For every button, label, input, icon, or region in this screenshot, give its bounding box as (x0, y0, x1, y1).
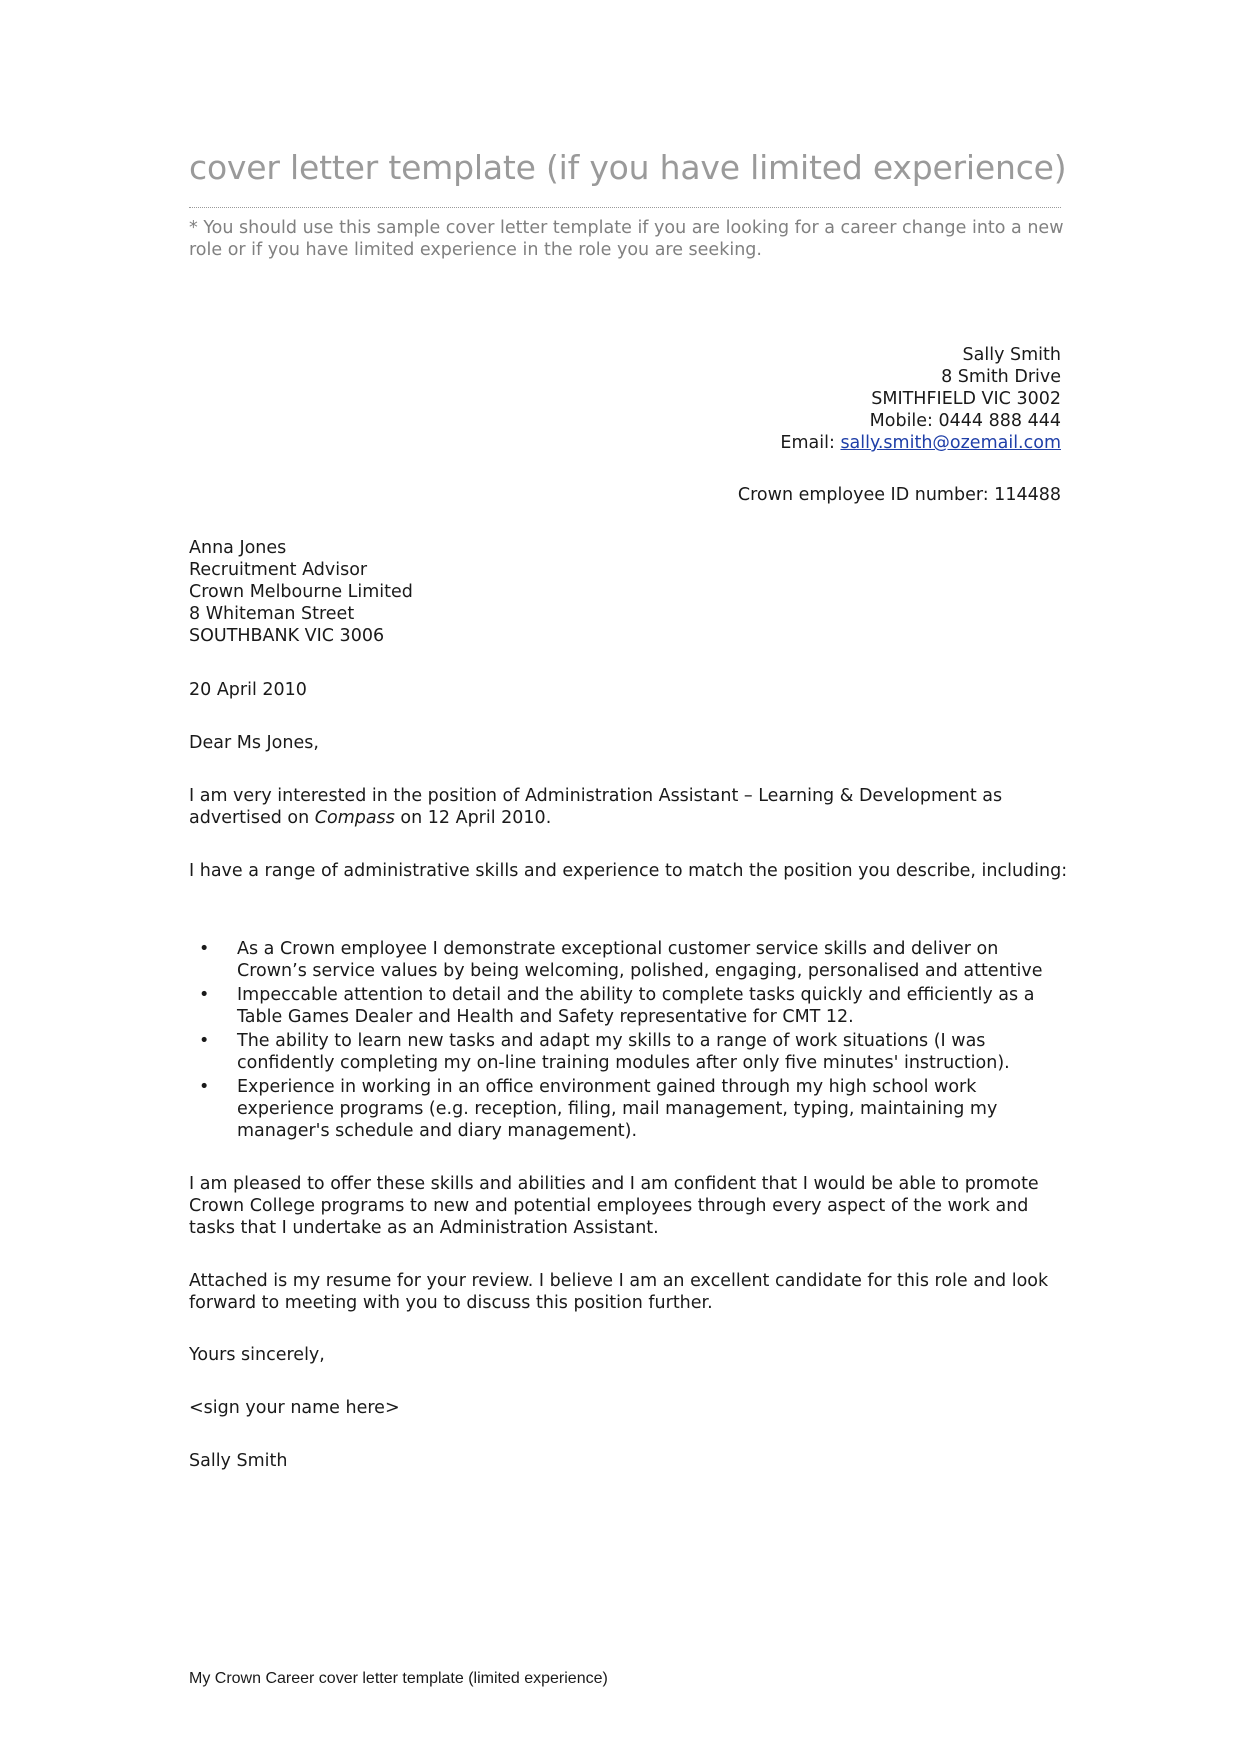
paragraph-attached: Attached is my resume for your review. I believe I am an excellent candidate for this role and look forward to meeting with you to discuss this position further. (189, 1271, 1049, 1313)
sender-mobile: Mobile: 0444 888 444 (869, 411, 1061, 431)
list-item-text: Experience in working in an office environment gained through my high school work experience programs (e.g. reception, filing, mail management, typing, maintaining my manager's schedule and diary management). (237, 1077, 998, 1141)
list-item (189, 938, 1069, 982)
email-link[interactable]: sally.smith@ozemail.com (840, 433, 1061, 453)
bullet-glyph: • (199, 1031, 210, 1051)
list-item (189, 984, 1069, 1028)
bullet-glyph: • (199, 985, 210, 1005)
para1-text-after: on 12 April 2010. (394, 808, 552, 828)
sender-city: SMITHFIELD VIC 3002 (871, 389, 1061, 409)
email-label: Email: (780, 433, 841, 453)
page-title: cover letter template (if you have limited experience) (189, 148, 1067, 187)
page-footer: My Crown Career cover letter template (limited experience) (189, 1670, 608, 1687)
sender-name: Sally Smith (962, 345, 1061, 365)
bullet-glyph: • (199, 1077, 210, 1097)
skills-list (189, 938, 1069, 1144)
sender-address-block (780, 344, 1061, 454)
recipient-name: Anna Jones (189, 538, 287, 558)
para1-text-before: I am very interested in the position of Administration Assistant – Learning & Development as advertised on (189, 786, 1003, 828)
employee-id: Crown employee ID number: 114488 (737, 485, 1061, 505)
paragraph-skills-intro: I have a range of administrative skills and experience to match the position you describe, including: (189, 861, 1068, 881)
list-item (189, 1076, 1069, 1142)
sender-street: 8 Smith Drive (941, 367, 1061, 387)
paragraph-intro (189, 785, 1069, 829)
title-divider (189, 207, 1061, 208)
list-item (189, 1030, 1069, 1074)
recipient-address-block (189, 537, 413, 647)
bullet-glyph: • (199, 939, 210, 959)
recipient-city: SOUTHBANK VIC 3006 (189, 626, 385, 646)
salutation: Dear Ms Jones, (189, 733, 319, 753)
sender-email-line (780, 432, 1061, 454)
letter-date: 20 April 2010 (189, 680, 307, 700)
intro-note: * You should use this sample cover letter template if you are looking for a career change into a new role or if you have limited experience in the role you are seeking. (189, 218, 1064, 260)
list-item-text: The ability to learn new tasks and adapt my skills to a range of work situations (I was confidently completing my on-line training modules after only five minutes' instruction). (237, 1031, 1010, 1073)
list-item-text: Impeccable attention to detail and the ability to complete tasks quickly and efficiently as a Table Games Dealer and Health and Safety representative for CMT 12. (237, 985, 1035, 1027)
para1-italic: Compass (314, 808, 395, 828)
signature-name: Sally Smith (189, 1451, 288, 1471)
recipient-company: Crown Melbourne Limited (189, 582, 413, 602)
recipient-title: Recruitment Advisor (189, 560, 368, 580)
recipient-street: 8 Whiteman Street (189, 604, 355, 624)
signature-placeholder: <sign your name here> (189, 1398, 400, 1418)
closing: Yours sincerely, (189, 1345, 325, 1365)
list-item-text: As a Crown employee I demonstrate exceptional customer service skills and deliver on Crown’s service values by being welcoming, polished, engaging, personalised and attentive (237, 939, 1043, 981)
paragraph-offer: I am pleased to offer these skills and abilities and I am confident that I would be able to promote Crown College programs to new and potential employees through every aspect of the work and tasks that I undertake as an Administration Assistant. (189, 1174, 1039, 1238)
